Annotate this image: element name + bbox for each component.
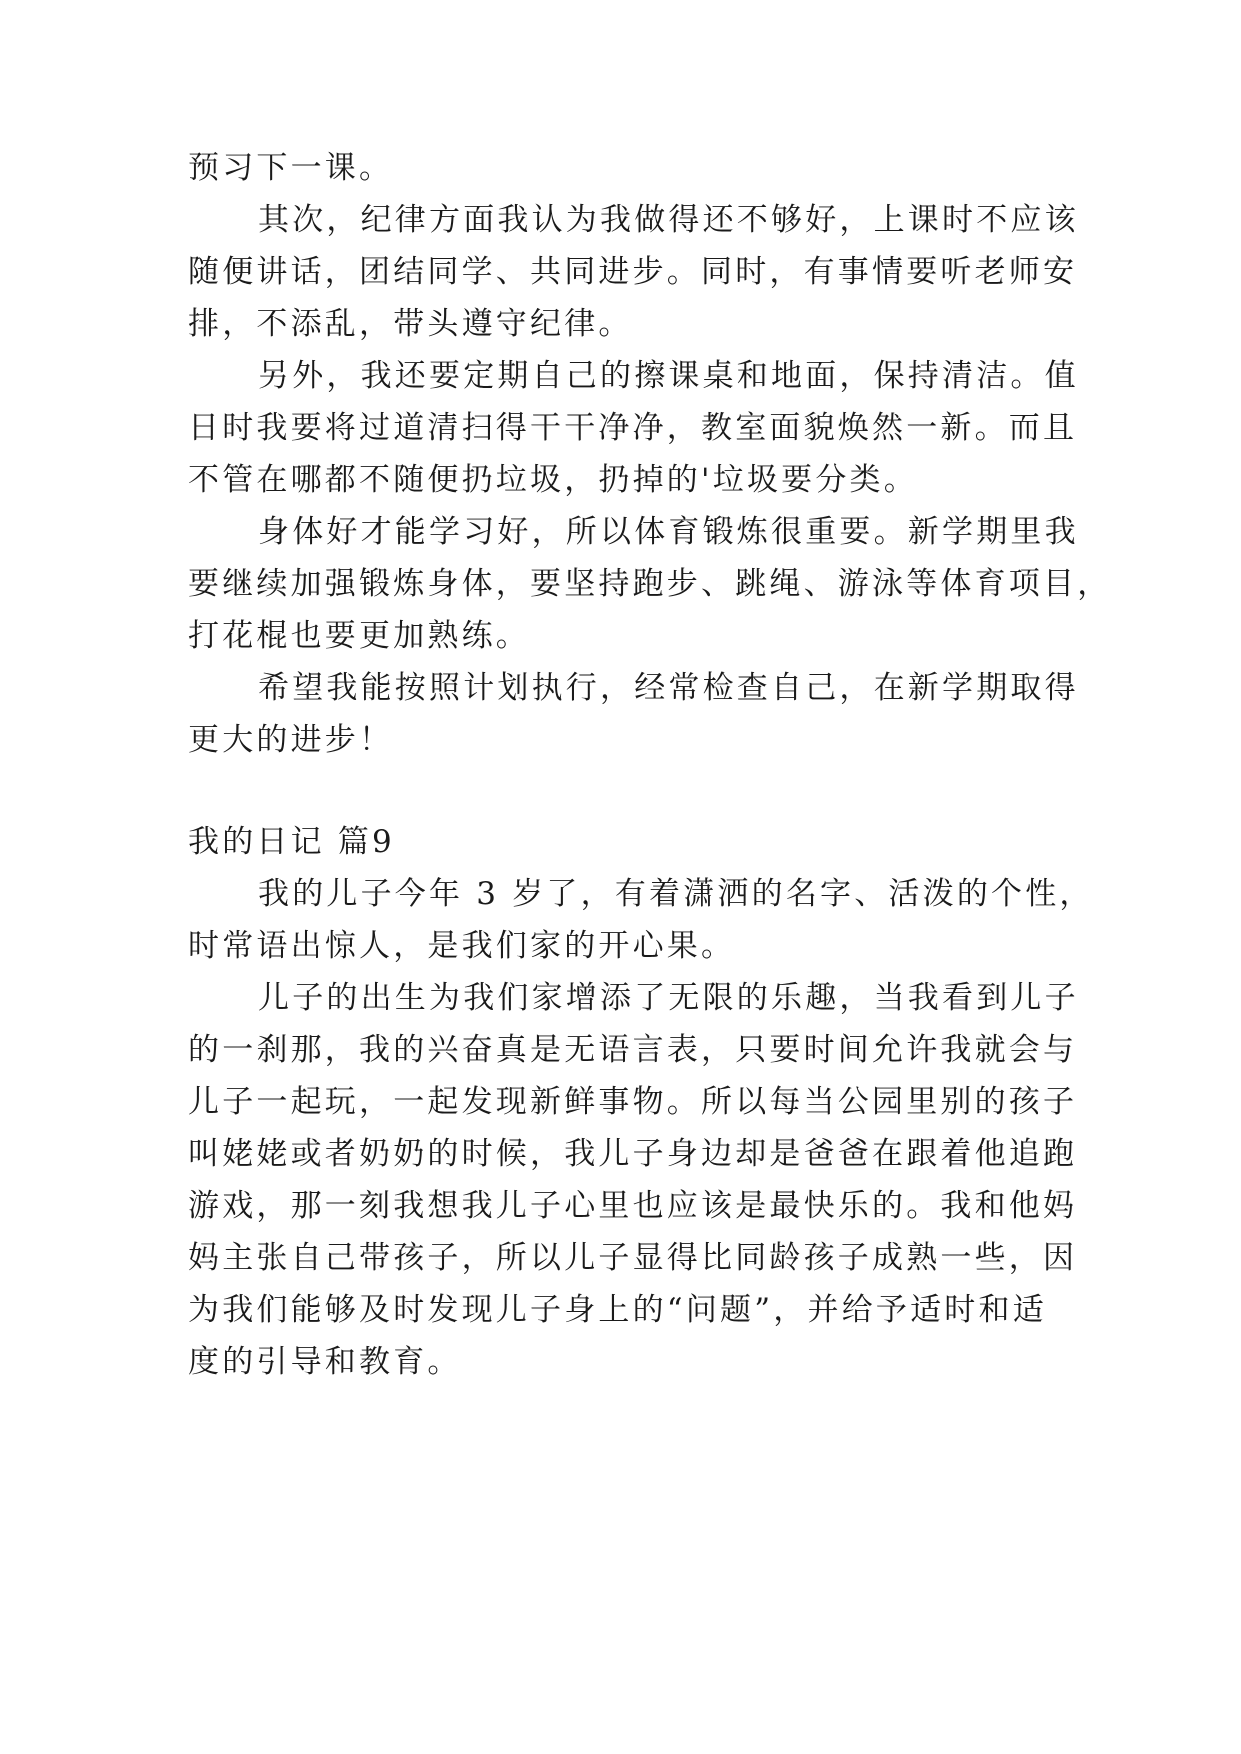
text-line: 度的引导和教育。 <box>188 1344 462 1380</box>
text-line: 叫姥姥或者奶奶的时候，我儿子身边却是爸爸在跟着他追跑 <box>188 1136 1078 1172</box>
text-line: 预习下一课。 <box>188 150 394 186</box>
paragraph-start-line: 希望我能按照计划执行，经常检查自己，在新学期取得 <box>258 670 1079 706</box>
text-line: 排，不添乱，带头遵守纪律。 <box>188 306 633 342</box>
text-line: 打花棍也要更加熟练。 <box>188 618 530 654</box>
paragraph-start-line: 儿子的出生为我们家增添了无限的乐趣，当我看到儿子 <box>258 980 1079 1016</box>
section-heading: 我的日记 篇9 <box>188 824 395 860</box>
text-line: 不管在哪都不随便扔垃圾，扔掉的'垃圾要分类。 <box>188 462 918 498</box>
text-line: 时常语出惊人，是我们家的开心果。 <box>188 928 736 964</box>
text-line: 儿子一起玩，一起发现新鲜事物。所以每当公园里别的孩子 <box>188 1084 1078 1120</box>
text-line: 更大的进步！ <box>188 722 394 758</box>
paragraph-start-line: 我的儿子今年 3 岁了，有着潇洒的名字、活泼的个性， <box>258 876 1094 912</box>
text-line: 游戏，那一刻我想我儿子心里也应该是最快乐的。我和他妈 <box>188 1188 1078 1224</box>
text-line: 妈主张自己带孩子，所以儿子显得比同龄孩子成熟一些，因 <box>188 1240 1078 1276</box>
text-line: 日时我要将过道清扫得干干净净，教室面貌焕然一新。而且 <box>188 410 1078 446</box>
paragraph-start-line: 其次，纪律方面我认为我做得还不够好，上课时不应该 <box>258 202 1079 238</box>
text-line: 的一刹那，我的兴奋真是无语言表，只要时间允许我就会与 <box>188 1032 1078 1068</box>
text-line: 随便讲话，团结同学、共同进步。同时，有事情要听老师安 <box>188 254 1078 290</box>
paragraph-start-line: 身体好才能学习好，所以体育锻炼很重要。新学期里我 <box>258 514 1079 550</box>
paragraph-start-line: 另外，我还要定期自己的擦课桌和地面，保持清洁。值 <box>258 358 1079 394</box>
text-line: 要继续加强锻炼身体，要坚持跑步、跳绳、游泳等体育项目， <box>188 566 1112 602</box>
text-line: 为我们能够及时发现儿子身上的“问题”，并给予适时和适 <box>188 1292 1047 1328</box>
